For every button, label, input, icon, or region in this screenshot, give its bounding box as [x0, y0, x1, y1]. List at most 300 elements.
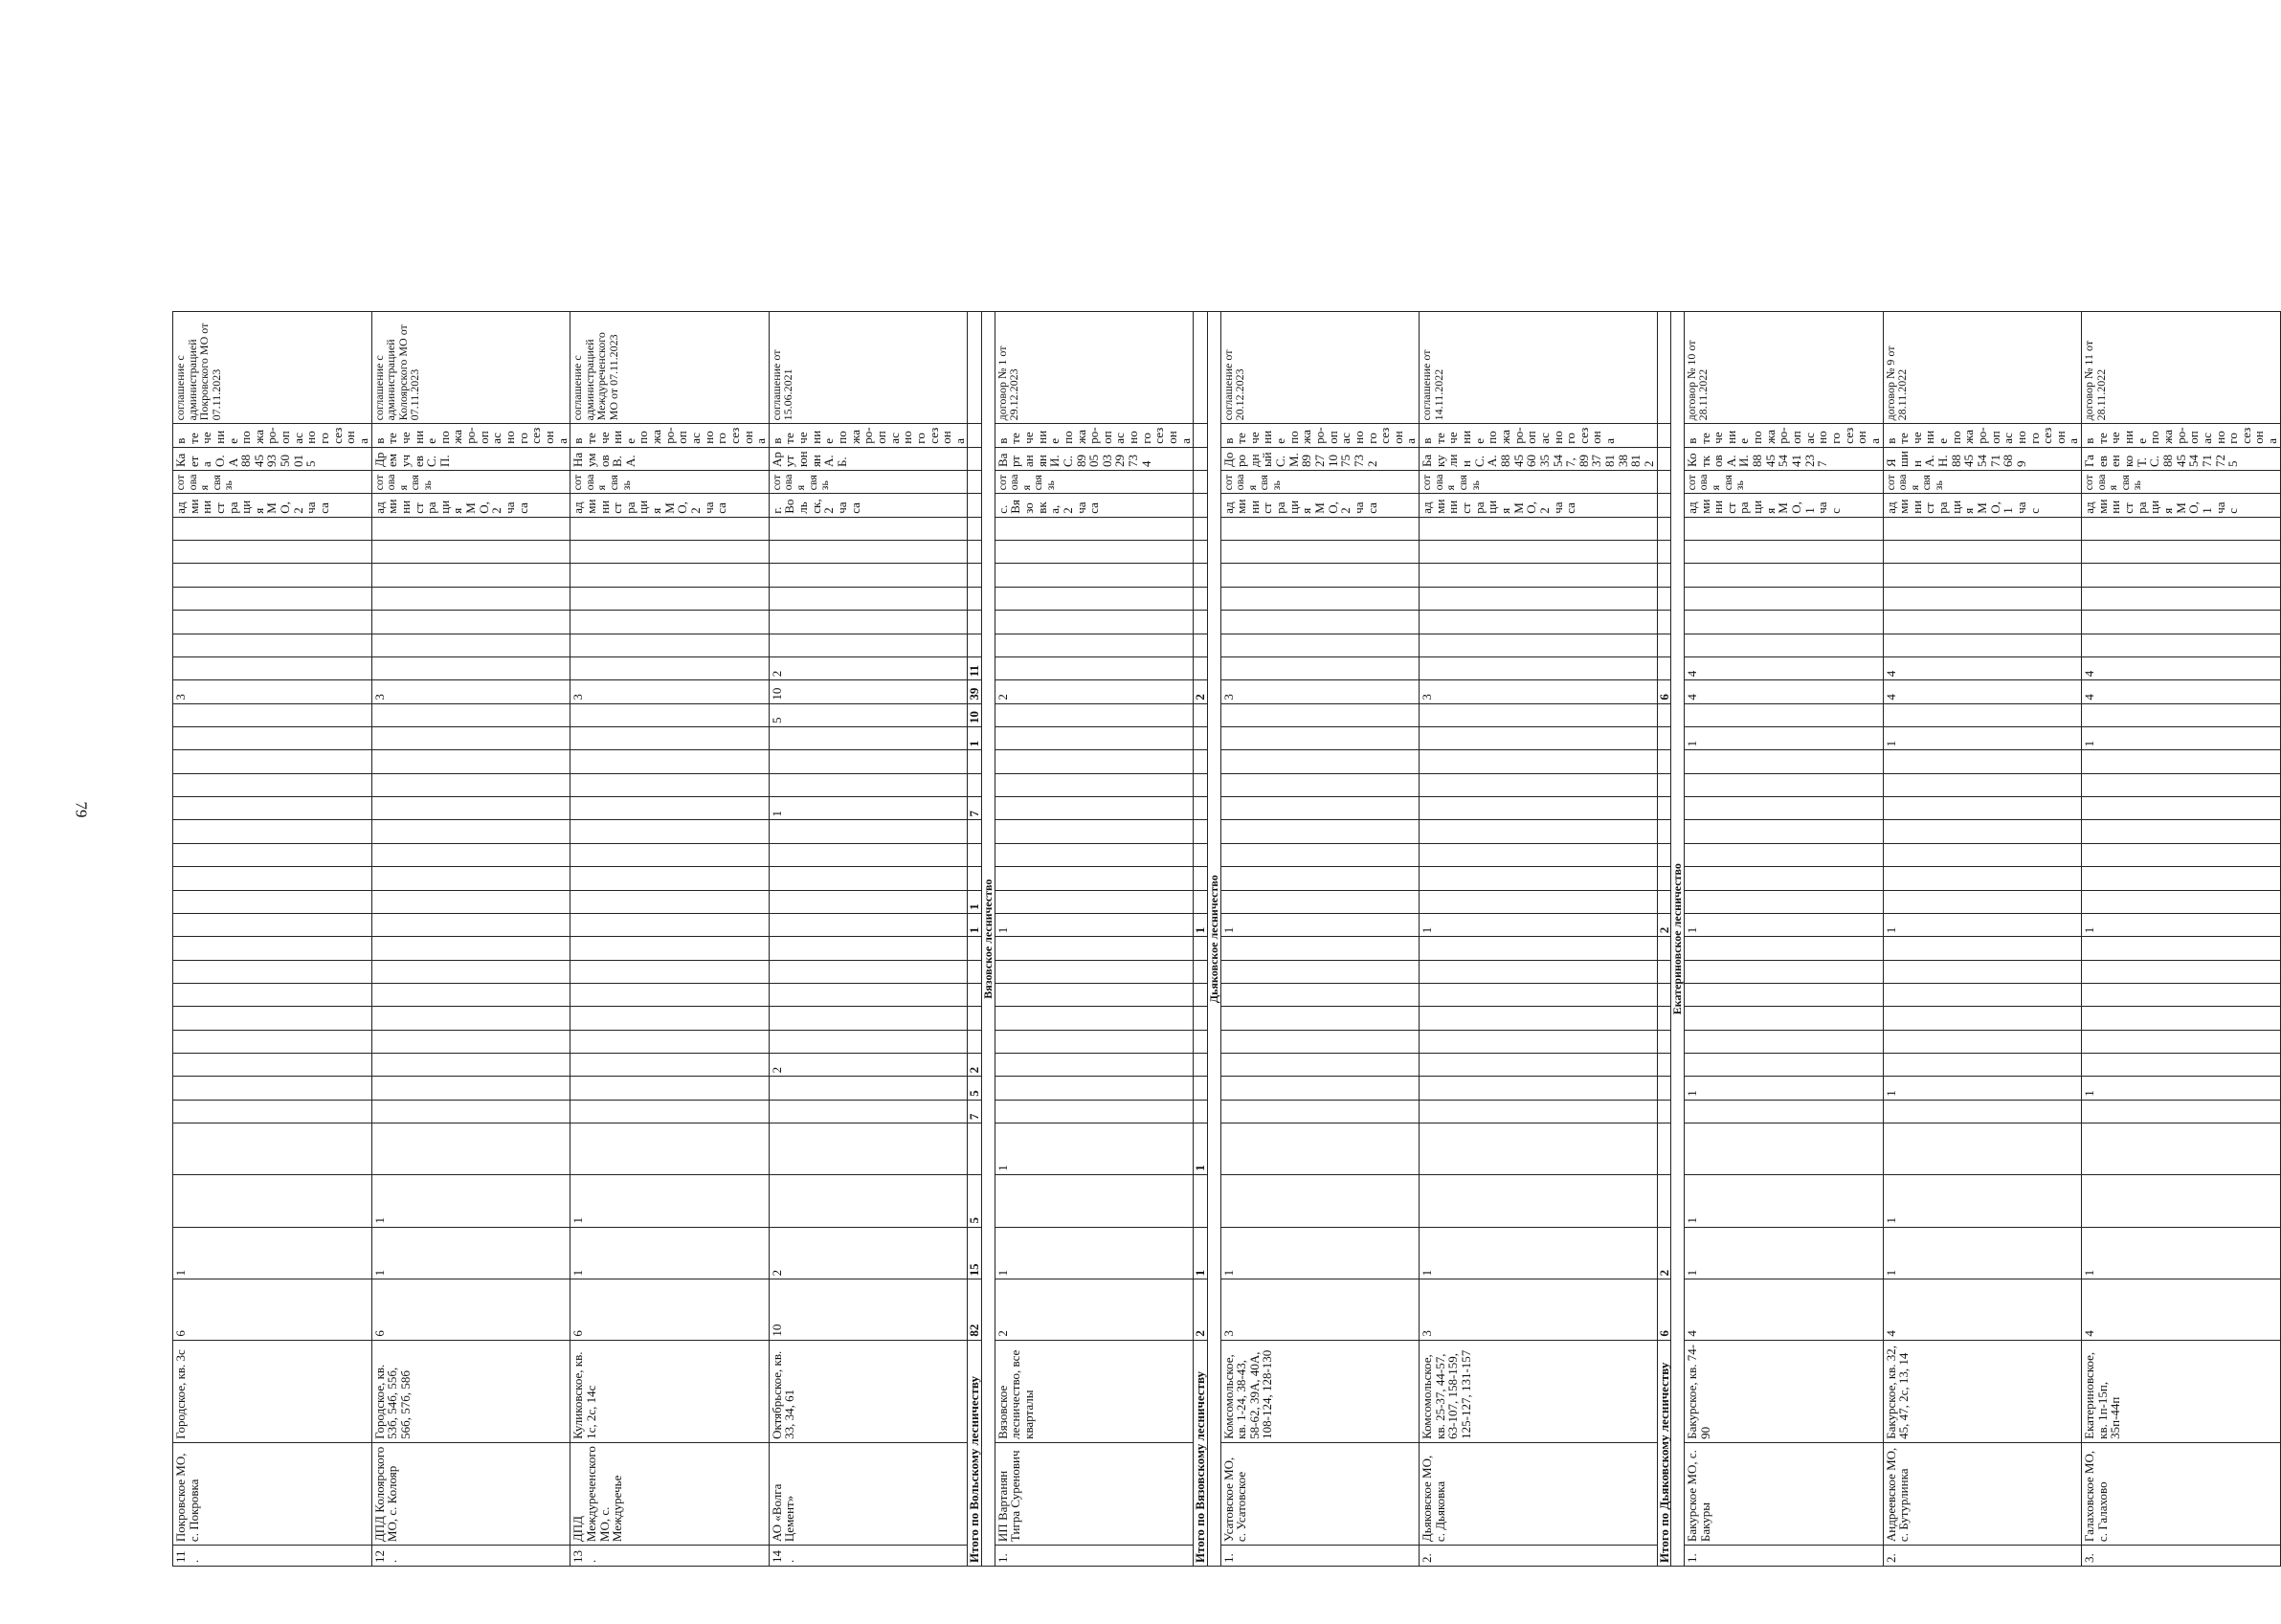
assembly-place-cell: администрация МО, 1 час [2082, 494, 2281, 517]
total-empty-cell [1657, 312, 1671, 424]
value-cell [2082, 703, 2281, 726]
value-cell [371, 611, 570, 634]
value-cell [995, 1054, 1194, 1077]
organization-cell: Покровское МО, с. Покровка [173, 1442, 372, 1545]
value-cell [570, 820, 770, 843]
value-cell: 2 [769, 1054, 968, 1077]
agreement-cell: соглашение с администрацией Покровского МО от 07.11.2023 [173, 312, 372, 424]
value-cell [1684, 750, 1883, 773]
value-cell [570, 843, 770, 866]
period-cell: в течение пожаро-опасного сезона [2082, 424, 2281, 447]
total-value-cell [968, 1030, 982, 1053]
value-cell [995, 727, 1194, 750]
value-cell [1684, 587, 1883, 610]
total-value-cell [1657, 587, 1671, 610]
contact-cell: Котков А.И. 88455441237 [1684, 447, 1883, 470]
total-value-cell [968, 773, 982, 796]
total-value-cell [968, 611, 982, 634]
total-value-cell [1194, 937, 1208, 960]
total-value-cell: 7 [968, 797, 982, 820]
value-cell [173, 937, 372, 960]
value-cell: 1 [371, 1174, 570, 1227]
total-value-cell [1657, 1077, 1671, 1100]
total-value-cell [968, 867, 982, 890]
value-cell: 1 [995, 1227, 1194, 1279]
value-cell [1220, 797, 1420, 820]
value-cell [1220, 820, 1420, 843]
value-cell [570, 564, 770, 587]
value-cell: 1 [2082, 1227, 2281, 1279]
value-cell [173, 1077, 372, 1100]
value-cell: 6 [371, 1279, 570, 1340]
value-cell [1420, 1054, 1658, 1077]
total-empty-cell [968, 494, 982, 517]
value-cell [769, 1100, 968, 1123]
value-cell [1883, 820, 2082, 843]
value-cell [2082, 634, 2281, 656]
value-cell [570, 1077, 770, 1100]
value-cell [1883, 773, 2082, 796]
value-cell [371, 890, 570, 913]
value-cell [570, 750, 770, 773]
total-value-cell [968, 1007, 982, 1030]
total-value-cell [1657, 1123, 1671, 1175]
value-cell [173, 1174, 372, 1227]
total-empty-cell [968, 424, 982, 447]
value-cell: 1 [1684, 913, 1883, 936]
communication-cell: сотовая связь [1883, 471, 2082, 494]
page-number: 79 [72, 801, 91, 818]
value-cell [173, 727, 372, 750]
value-cell [1883, 634, 2082, 656]
value-cell [1883, 1054, 2082, 1077]
value-cell [371, 983, 570, 1006]
organization-cell: ДПД Колоярского МО, с. Колояр [371, 1442, 570, 1545]
value-cell [371, 1123, 570, 1175]
total-value-cell [1194, 564, 1208, 587]
value-cell [1883, 750, 2082, 773]
contact-cell: Наумов В.А. [570, 447, 770, 470]
value-cell [173, 797, 372, 820]
value-cell [995, 750, 1194, 773]
assembly-place-cell: администрация МО, 2 часа [1420, 494, 1658, 517]
value-cell [1420, 656, 1658, 679]
value-cell [1883, 797, 2082, 820]
value-cell [2082, 867, 2281, 890]
value-cell [769, 1174, 968, 1227]
total-value-cell [1657, 1100, 1671, 1123]
value-cell: 3 [173, 680, 372, 703]
value-cell [1883, 867, 2082, 890]
value-cell: 1 [1684, 1227, 1883, 1279]
total-value-cell: 11 [968, 656, 982, 679]
value-cell [371, 797, 570, 820]
communication-cell: сотовая связь [1220, 471, 1420, 494]
value-cell: 1 [1420, 1227, 1658, 1279]
value-cell [2082, 797, 2281, 820]
value-cell [173, 541, 372, 564]
section-heading-row [1671, 39, 1685, 1567]
value-cell [570, 703, 770, 726]
assembly-place-cell: администрация МО, 2 часа [173, 494, 372, 517]
value-cell [173, 960, 372, 983]
value-cell [769, 983, 968, 1006]
value-cell [173, 983, 372, 1006]
value-cell: 1 [1420, 913, 1658, 936]
value-cell [371, 913, 570, 936]
contact-cell: Бакулин С.А. 88456035547, 89378138812 [1420, 447, 1658, 470]
value-cell [173, 913, 372, 936]
value-cell [1684, 960, 1883, 983]
value-cell [1220, 843, 1420, 866]
total-value-cell: 6 [1657, 1279, 1671, 1340]
organization-cell: Бакурское МО, с. Бакуры [1684, 1442, 1883, 1545]
value-cell [1883, 843, 2082, 866]
total-value-cell [1194, 797, 1208, 820]
value-cell [1220, 960, 1420, 983]
value-cell [173, 703, 372, 726]
value-cell [1420, 843, 1658, 866]
value-cell [1220, 541, 1420, 564]
total-value-cell [1194, 587, 1208, 610]
communication-cell: сотовая связь [1684, 471, 1883, 494]
total-value-cell: 1 [1194, 913, 1208, 936]
value-cell: 3 [1220, 680, 1420, 703]
value-cell: 1 [173, 1227, 372, 1279]
value-cell: 3 [1220, 1279, 1420, 1340]
total-value-cell [968, 1123, 982, 1175]
value-cell [1420, 634, 1658, 656]
location-cell: Октябрьское, кв. 33, 34, 61 [769, 1340, 968, 1442]
agreement-cell: соглашение от 15.06.2021 [769, 312, 968, 424]
total-value-cell [1657, 843, 1671, 866]
value-cell [2082, 564, 2281, 587]
value-cell [2082, 890, 2281, 913]
total-value-cell [1657, 820, 1671, 843]
value-cell [995, 1077, 1194, 1100]
table-row [1883, 39, 2082, 1567]
value-cell: 2 [769, 1227, 968, 1279]
value-cell [1684, 564, 1883, 587]
section-heading: Екатериновское лесничество [1671, 312, 1685, 1567]
value-cell [2082, 1100, 2281, 1123]
row-number: 13. [570, 1546, 770, 1567]
value-cell [570, 937, 770, 960]
communication-cell: сотовая связь [371, 471, 570, 494]
value-cell [1883, 890, 2082, 913]
total-value-cell [1194, 727, 1208, 750]
total-value-cell [1194, 541, 1208, 564]
total-value-cell [1194, 703, 1208, 726]
total-value-cell [1657, 517, 1671, 540]
total-value-cell [1657, 1007, 1671, 1030]
value-cell [2082, 517, 2281, 540]
value-cell: 1 [1684, 1077, 1883, 1100]
total-empty-cell [1657, 447, 1671, 470]
value-cell [769, 937, 968, 960]
location-cell: Бакурское, кв. 32, 45, 47, 2с, 13, 14 [1883, 1340, 2082, 1442]
total-value-cell [1194, 1077, 1208, 1100]
value-cell [769, 843, 968, 866]
value-cell: 1 [1883, 1227, 2082, 1279]
communication-cell: сотовая связь [570, 471, 770, 494]
period-cell: в течение пожаро-опасного сезона [1684, 424, 1883, 447]
total-value-cell [1657, 1054, 1671, 1077]
row-number: 2. [1883, 1546, 2082, 1567]
value-cell [1684, 1030, 1883, 1053]
total-empty-cell [1194, 424, 1208, 447]
value-cell [1220, 703, 1420, 726]
table-row [1220, 39, 1420, 1567]
value-cell [1420, 587, 1658, 610]
agreement-cell: соглашение от 20.12.2023 [1220, 312, 1420, 424]
value-cell [173, 773, 372, 796]
section-heading-row [1207, 39, 1220, 1567]
value-cell [371, 820, 570, 843]
value-cell [995, 564, 1194, 587]
value-cell [1220, 1054, 1420, 1077]
contact-cell: Арутюнян А.Б. [769, 447, 968, 470]
total-value-cell [1657, 890, 1671, 913]
agreement-cell: договор № 10 от 28.11.2022 [1684, 312, 1883, 424]
total-value-cell: 2 [968, 1054, 982, 1077]
value-cell [570, 1123, 770, 1175]
value-cell [1220, 890, 1420, 913]
total-value-cell [1657, 656, 1671, 679]
total-value-cell: 10 [968, 703, 982, 726]
total-value-cell: 1 [1194, 1123, 1208, 1175]
value-cell [570, 587, 770, 610]
value-cell: 1 [371, 1227, 570, 1279]
agreement-cell: соглашение с администрацией Колоярского МО от 07.11.2023 [371, 312, 570, 424]
value-cell [1883, 937, 2082, 960]
value-cell [570, 867, 770, 890]
value-cell [1883, 703, 2082, 726]
value-cell [1883, 1100, 2082, 1123]
total-value-cell [1194, 960, 1208, 983]
total-value-cell [1194, 843, 1208, 866]
value-cell [1220, 587, 1420, 610]
value-cell [2082, 611, 2281, 634]
total-empty-cell [1194, 312, 1208, 424]
total-value-cell [968, 564, 982, 587]
total-value-cell [1194, 1030, 1208, 1053]
total-empty-cell [968, 447, 982, 470]
value-cell [2082, 1174, 2281, 1227]
organization-cell: Галаховское МО, с. Галахово [2082, 1442, 2281, 1545]
table-row [173, 39, 372, 1567]
total-value-cell [1657, 703, 1671, 726]
value-cell [1684, 797, 1883, 820]
value-cell [570, 913, 770, 936]
value-cell: 1 [2082, 913, 2281, 936]
value-cell [1883, 517, 2082, 540]
communication-cell: сотовая связь [769, 471, 968, 494]
total-value-cell [968, 820, 982, 843]
value-cell [173, 1100, 372, 1123]
value-cell [1420, 611, 1658, 634]
value-cell [371, 517, 570, 540]
value-cell: 4 [2082, 680, 2281, 703]
value-cell [769, 727, 968, 750]
value-cell [570, 773, 770, 796]
value-cell [1883, 983, 2082, 1006]
value-cell [1220, 983, 1420, 1006]
agreement-cell: договор № 9 от 28.11.2022 [1883, 312, 2082, 424]
contact-cell: Гаевенко Т.С. 88455471725 [2082, 447, 2281, 470]
value-cell [1684, 517, 1883, 540]
value-cell: 1 [1883, 1077, 2082, 1100]
agreement-cell: соглашение от 14.11.2022 [1420, 312, 1658, 424]
value-cell [995, 890, 1194, 913]
value-cell [2082, 750, 2281, 773]
total-empty-cell [1194, 494, 1208, 517]
location-cell: Комсомольское, кв. 1-24, 38-43, 58-62, 39А, 40А, 108-124, 128-130 [1220, 1340, 1420, 1442]
total-value-cell: 82 [968, 1279, 982, 1340]
contact-cell: Дородный С.М. 89271075732 [1220, 447, 1420, 470]
value-cell [769, 587, 968, 610]
value-cell [371, 1077, 570, 1100]
value-cell [570, 517, 770, 540]
value-cell [769, 890, 968, 913]
value-cell [371, 773, 570, 796]
total-value-cell: 7 [968, 1100, 982, 1123]
row-number: 14. [769, 1546, 968, 1567]
value-cell [1684, 867, 1883, 890]
value-cell: 2 [995, 680, 1194, 703]
value-cell [1420, 820, 1658, 843]
value-cell [769, 517, 968, 540]
assembly-place-cell: администрация МО, 1 час [1684, 494, 1883, 517]
communication-cell: сотовая связь [173, 471, 372, 494]
value-cell [2082, 587, 2281, 610]
table-row [1420, 39, 1658, 1567]
period-cell: в течение пожаро-опасного сезона [1420, 424, 1658, 447]
total-value-cell [1657, 1174, 1671, 1227]
total-value-cell: 5 [968, 1174, 982, 1227]
total-value-cell [1194, 1100, 1208, 1123]
value-cell [2082, 1123, 2281, 1175]
value-cell [173, 1054, 372, 1077]
value-cell [2082, 773, 2281, 796]
value-cell [995, 820, 1194, 843]
value-cell [371, 1007, 570, 1030]
value-cell [371, 727, 570, 750]
contact-cell: Каета О.А 88459350015 [173, 447, 372, 470]
value-cell [1220, 937, 1420, 960]
communication-cell: сотовая связь [2082, 471, 2281, 494]
value-cell [1420, 703, 1658, 726]
communication-cell: сотовая связь [995, 471, 1194, 494]
value-cell [173, 1030, 372, 1053]
value-cell [769, 1077, 968, 1100]
value-cell [1420, 890, 1658, 913]
value-cell: 5 [769, 703, 968, 726]
value-cell [2082, 541, 2281, 564]
value-cell [371, 564, 570, 587]
value-cell: 3 [1420, 1279, 1658, 1340]
value-cell [2082, 1007, 2281, 1030]
agreement-cell: договор № 1 от 29.12.2023 [995, 312, 1194, 424]
section-heading: Вязовское лесничество [982, 312, 995, 1567]
period-cell: в течение пожаро-опасного сезона [570, 424, 770, 447]
value-cell [173, 1123, 372, 1175]
value-cell [371, 541, 570, 564]
total-value-cell [1194, 1174, 1208, 1227]
value-cell: 10 [769, 1279, 968, 1340]
value-cell [1883, 1007, 2082, 1030]
table-row [769, 39, 968, 1567]
value-cell [1684, 1054, 1883, 1077]
value-cell [570, 1030, 770, 1053]
value-cell [1420, 1123, 1658, 1175]
value-cell: 10 [769, 680, 968, 703]
value-cell [1220, 564, 1420, 587]
value-cell [371, 843, 570, 866]
value-cell: 1 [1883, 727, 2082, 750]
organization-cell: ИП Вартанян Тигра Суренович [995, 1442, 1194, 1545]
value-cell [1420, 937, 1658, 960]
total-value-cell: 1 [968, 913, 982, 936]
total-value-cell [968, 517, 982, 540]
value-cell [570, 1007, 770, 1030]
organization-cell: Андреевское МО, с. Бутурлинка [1883, 1442, 2082, 1545]
value-cell: 4 [1883, 656, 2082, 679]
value-cell [769, 1030, 968, 1053]
total-value-cell [968, 960, 982, 983]
value-cell [769, 611, 968, 634]
value-cell [769, 1007, 968, 1030]
organization-cell: АО «Волга Цемент» [769, 1442, 968, 1545]
organization-cell: Усатовское МО, с. Усатовское [1220, 1442, 1420, 1545]
value-cell [2082, 1054, 2281, 1077]
row-number: 3. [2082, 1546, 2281, 1567]
value-cell [769, 960, 968, 983]
value-cell [1420, 1077, 1658, 1100]
value-cell [995, 1100, 1194, 1123]
total-value-cell [1194, 750, 1208, 773]
assembly-place-cell: администрация МО, 2 часа [1220, 494, 1420, 517]
total-value-cell [1657, 541, 1671, 564]
location-cell: Комсомольское, кв. 25-37, 44-57, 63-107, 158-159, 125-127, 131-157 [1420, 1340, 1658, 1442]
location-cell: Куликовское, кв. 1с, 2с, 14с [570, 1340, 770, 1442]
total-label: Итого по Дьяковскому лесничеству [1657, 1340, 1671, 1566]
value-cell [173, 587, 372, 610]
value-cell: 1 [1220, 913, 1420, 936]
total-value-cell: 1 [968, 890, 982, 913]
value-cell: 4 [2082, 1279, 2281, 1340]
value-cell [570, 656, 770, 679]
value-cell: 4 [1684, 1279, 1883, 1340]
total-empty-cell [1194, 447, 1208, 470]
value-cell [769, 1123, 968, 1175]
value-cell [769, 820, 968, 843]
assembly-place-cell: с. Вязовка, 2 часа [995, 494, 1194, 517]
value-cell [570, 960, 770, 983]
total-value-cell [1657, 773, 1671, 796]
value-cell [995, 843, 1194, 866]
assembly-place-cell: администрация МО, 2 часа [570, 494, 770, 517]
value-cell [371, 960, 570, 983]
total-value-cell: 2 [1657, 1227, 1671, 1279]
value-cell [995, 611, 1194, 634]
value-cell [769, 564, 968, 587]
contact-cell: Яшин А.Н. 88455471689 [1883, 447, 2082, 470]
value-cell [1883, 1123, 2082, 1175]
value-cell [1420, 727, 1658, 750]
total-row [1194, 39, 1208, 1567]
value-cell [1420, 750, 1658, 773]
